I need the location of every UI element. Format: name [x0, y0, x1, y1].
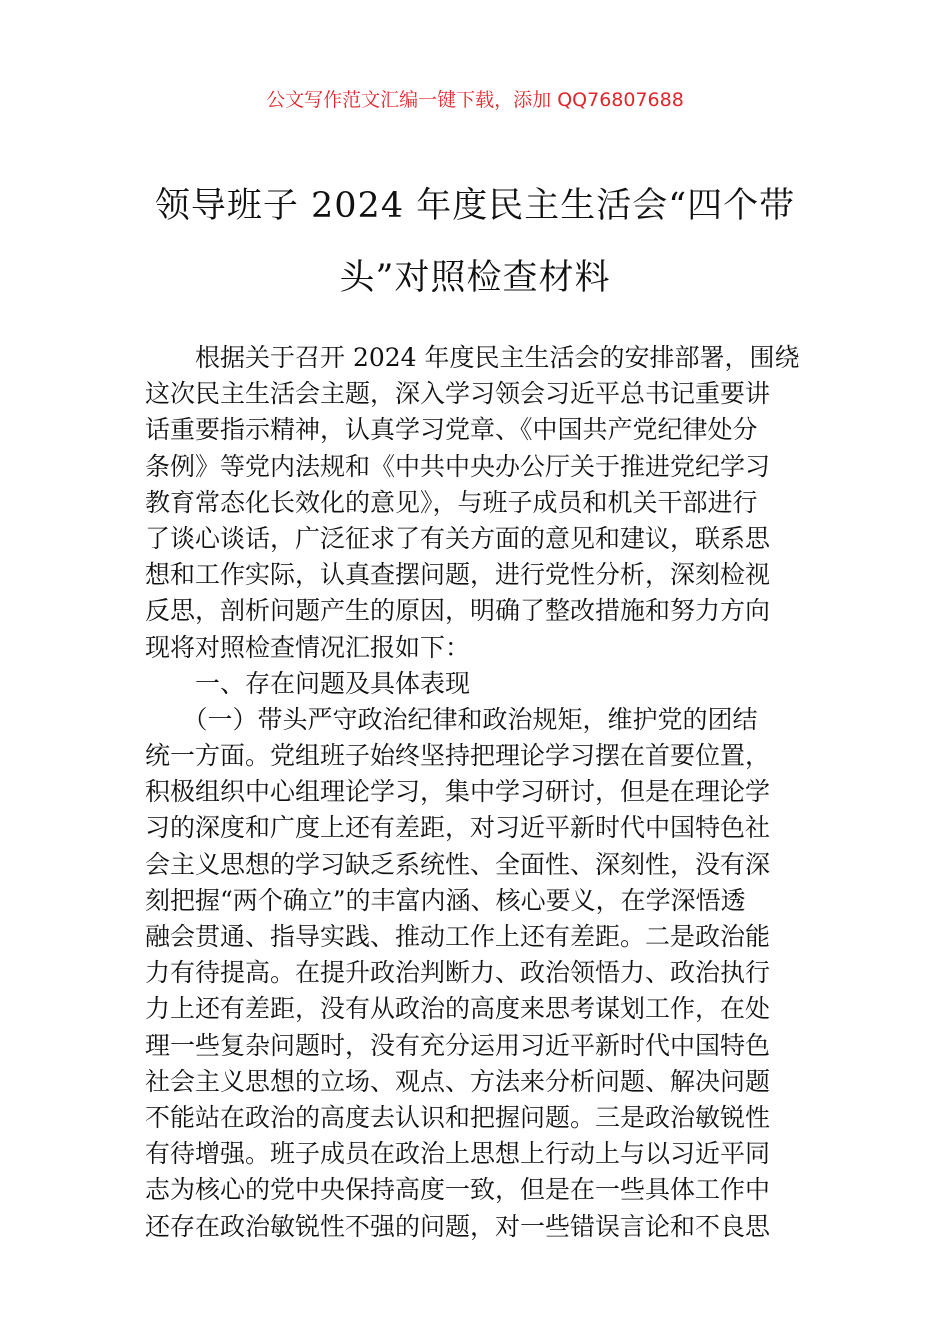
body-line: 刻把握“两个确立”的丰富内涵、核心要义，在学深悟透: [145, 885, 746, 915]
body-line: 反思，剖析问题产生的原因，明确了整改措施和努力方向: [145, 596, 771, 626]
body-line: 志为核心的党中央保持高度一致，但是在一些具体工作中: [145, 1175, 771, 1205]
section-heading: 一、存在问题及具体表现: [145, 668, 471, 698]
body-line: 不能站在政治的高度去认识和把握问题。三是政治敏锐性: [145, 1102, 771, 1132]
document-title: [140, 170, 810, 314]
body-line: 会主义思想的学习缺乏系统性、全面性、深刻性，没有深: [145, 849, 771, 879]
title-line-1: 领导班子 2024 年度民主生活会“四个带: [154, 186, 796, 226]
body-line: 有待增强。班子成员在政治上思想上行动上与以习近平同: [145, 1139, 771, 1169]
body-line: 这次民主生活会主题，深入学习领会习近平总书记重要讲: [145, 379, 771, 409]
body-line: 条例》等党内法规和《中共中央办公厅关于推进党纪学习: [145, 451, 771, 481]
body-line: 习的深度和广度上还有差距，对习近平新时代中国特色社: [145, 813, 771, 843]
document-body: [145, 340, 810, 1245]
body-line: 力有待提高。在提升政治判断力、政治领悟力、政治执行: [145, 958, 771, 988]
body-line: 还存在政治敏锐性不强的问题，对一些错误言论和不良思: [145, 1211, 771, 1241]
body-line: 融会贯通、指导实践、推动工作上还有差距。二是政治能: [145, 922, 771, 951]
body-line: 根据关于召开 2024 年度民主生活会的安排部署，围绕: [145, 343, 800, 372]
header-watermark-note: 公文写作范文汇编一键下载，添加 QQ76807688: [266, 89, 684, 111]
body-line: 积极组织中心组理论学习，集中学习研讨，但是在理论学: [145, 777, 771, 807]
body-line: 教育常态化长效化的意见》，与班子成员和机关干部进行: [145, 487, 758, 517]
body-line: 力上还有差距，没有从政治的高度来思考谋划工作，在处: [145, 994, 771, 1024]
title-line-2: 头”对照检查材料: [339, 258, 611, 298]
body-line: 了谈心谈话，广泛征求了有关方面的意见和建议，联系思: [145, 523, 771, 553]
body-line: 话重要指示精神，认真学习党章、《中国共产党纪律处分: [145, 415, 758, 445]
body-line: 社会主义思想的立场、观点、方法来分析问题、解决问题: [145, 1066, 771, 1096]
body-line: 统一方面。党组班子始终坚持把理论学习摆在首要位置，: [145, 741, 771, 771]
body-line: （一）带头严守政治纪律和政治规矩，维护党的团结: [145, 704, 758, 734]
body-line: 理一些复杂问题时，没有充分运用习近平新时代中国特色: [145, 1030, 771, 1060]
body-line: 现将对照检查情况汇报如下：: [145, 632, 471, 662]
body-line: 想和工作实际，认真查摆问题，进行党性分析，深刻检视: [145, 560, 771, 590]
